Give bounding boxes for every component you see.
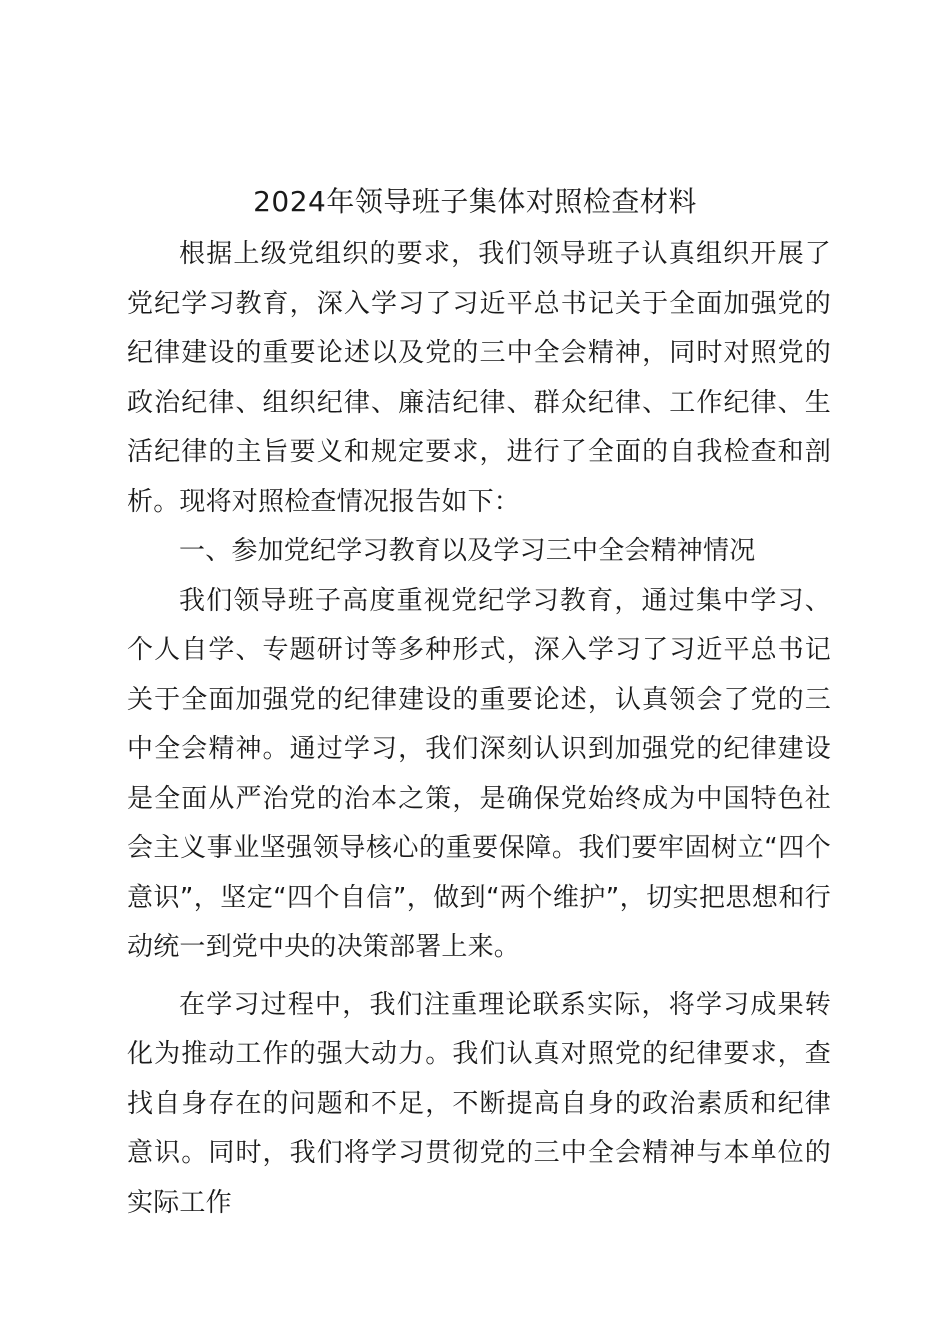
intro-paragraph: 根据上级党组织的要求，我们领导班子认真组织开展了党纪学习教育，深入学习了习近平总书记关于全面加强党的纪律建设的重要论述以及党的三中全会精神，同时对照党的政治纪律、组织纪律、廉洁纪律、群众纪律、工作纪律、生活纪律的主旨要义和规定要求，进行了全面的自我检查和剖析。现将对照检查情况报告如下： [127,239,831,517]
body-paragraph: 我们领导班子高度重视党纪学习教育，通过集中学习、个人自学、专题研讨等多种形式，深入学习了习近平总书记关于全面加强党的纪律建设的重要论述，认真领会了党的三中全会精神。通过学习，我们深刻认识到加强党的纪律建设是全面从严治党的治本之策，是确保党始终成为中国特色社会主义事业坚强领导核心的重要保障。我们要牢固树立“四个意识”，坚定“四个自信”，做到“两个维护”，切实把思想和行动统一到党中央的决策部署上来。 [127,585,831,962]
body-paragraph: 在学习过程中，我们注重理论联系实际，将学习成果转化为推动工作的强大动力。我们认真对照党的纪律要求，查找自身存在的问题和不足，不断提高自身的政治素质和纪律意识。同时，我们将学习贯彻党的三中全会精神与本单位的实际工作 [127,989,831,1218]
section-heading: 一、参加党纪学习教育以及学习三中全会精神情况 [179,536,756,566]
document-body [127,230,831,1228]
document-title: 2024年领导班子集体对照检查材料 [253,185,697,218]
